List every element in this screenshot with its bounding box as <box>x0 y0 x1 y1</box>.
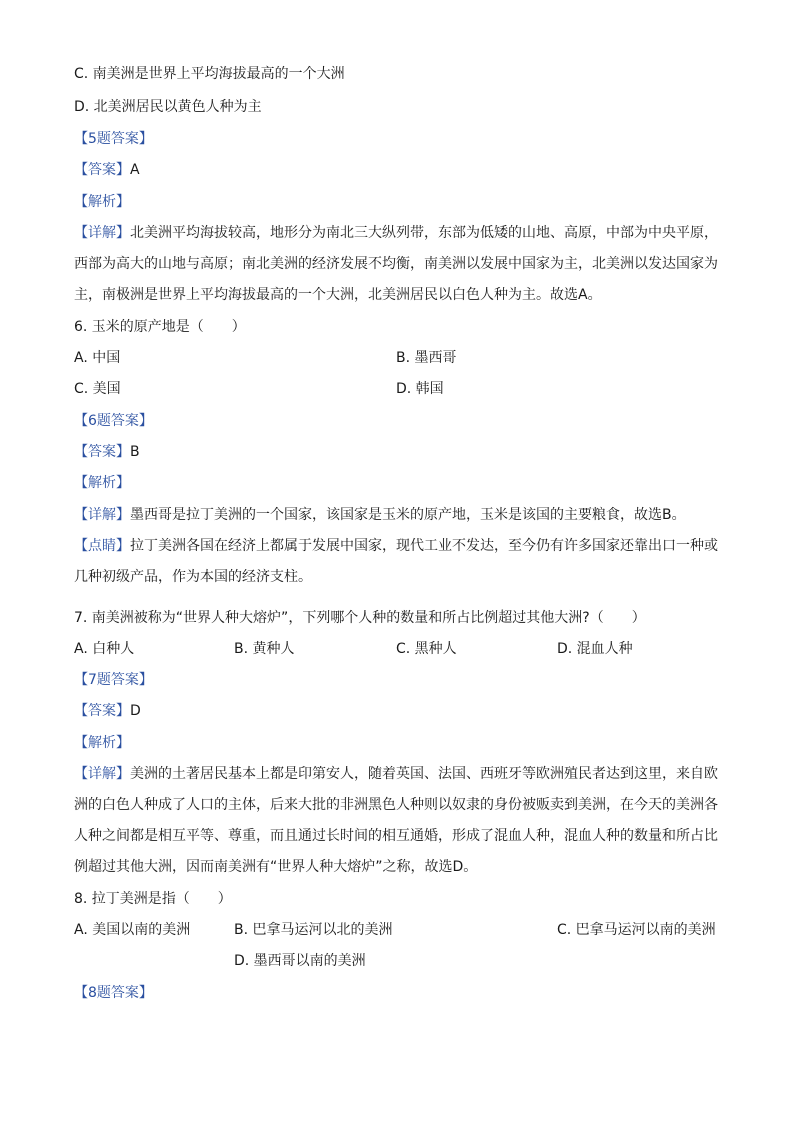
q5-answer-value: A <box>130 162 140 178</box>
detail-tag: 【详解】 <box>74 225 130 241</box>
q6-answer-line <box>74 442 140 462</box>
q5-detail-line-3: 主，南极洲是世界上平均海拔最高的一个大洲，北美洲居民以白色人种为主。故选A。 <box>74 287 602 303</box>
detail-tag: 【详解】 <box>74 507 130 523</box>
q7-detail-line-2: 洲的白色人种成了人口的主体，后来大批的非洲黑色人种则以奴隶的身份被贩卖到美洲，在今天的美洲各 <box>74 797 718 813</box>
q6-tip-line-1: 【点睛】拉丁美洲各国在经济上都属于发展中国家，现代工业不发达，至今仍有许多国家还靠出口一种或 <box>74 538 718 554</box>
q6-analysis-tag: 【解析】 <box>74 475 130 491</box>
q8-stem: 8. 拉丁美洲是指（ ） <box>74 891 232 907</box>
q5-detail-line-2: 西部为高大的山地与高原；南北美洲的经济发展不均衡，南美洲以发展中国家为主，北美洲以发达国家为 <box>74 256 718 272</box>
answer-tag: 【答案】 <box>74 444 130 460</box>
q7-detail-line-1: 【详解】美洲的土著居民基本上都是印第安人，随着英国、法国、西班牙等欧洲殖民者达到这里，来自欧 <box>74 766 718 782</box>
q8-option-a: A. 美国以南的美洲 <box>74 922 191 938</box>
tip-tag: 【点睛】 <box>74 538 130 554</box>
q5-option-d: D. 北美洲居民以黄色人种为主 <box>74 99 262 115</box>
q7-option-b: B. 黄种人 <box>234 641 295 657</box>
q6-detail: 【详解】墨西哥是拉丁美洲的一个国家，该国家是玉米的原产地，玉米是该国的主要粮食，故选B。 <box>74 507 686 523</box>
q6-answer-value: B <box>130 444 140 460</box>
q6-option-a: A. 中国 <box>74 350 121 366</box>
q6-option-b: B. 墨西哥 <box>396 350 457 366</box>
q7-answer-line <box>74 701 141 721</box>
q8-option-d: D. 墨西哥以南的美洲 <box>234 953 366 969</box>
q7-option-c: C. 黑种人 <box>396 641 457 657</box>
q7-analysis-tag: 【解析】 <box>74 735 130 751</box>
q8-answer-heading: 【8题答案】 <box>74 985 153 1001</box>
q6-option-c: C. 美国 <box>74 381 121 397</box>
detail-tag: 【详解】 <box>74 766 130 782</box>
q7-option-d: D. 混血人种 <box>557 641 633 657</box>
q6-stem: 6. 玉米的原产地是（ ） <box>74 319 246 335</box>
q6-tip-line-2: 几种初级产品，作为本国的经济支柱。 <box>74 569 312 585</box>
answer-tag: 【答案】 <box>74 162 130 178</box>
answer-tag: 【答案】 <box>74 703 130 719</box>
q6-answer-heading: 【6题答案】 <box>74 413 153 429</box>
q8-option-b: B. 巴拿马运河以北的美洲 <box>234 922 393 938</box>
q7-detail-line-4: 例超过其他大洲，因而南美洲有“世界人种大熔炉”之称，故选D。 <box>74 859 478 875</box>
q5-analysis-tag: 【解析】 <box>74 194 130 210</box>
q5-answer-heading: 【5题答案】 <box>74 131 153 147</box>
q6-option-d: D. 韩国 <box>396 381 444 397</box>
q8-option-c: C. 巴拿马运河以南的美洲 <box>557 922 716 938</box>
q5-option-c: C. 南美洲是世界上平均海拔最高的一个大洲 <box>74 66 345 82</box>
q7-answer-value: D <box>130 703 141 719</box>
q7-answer-heading: 【7题答案】 <box>74 672 153 688</box>
q7-option-a: A. 白种人 <box>74 641 135 657</box>
q7-detail-line-3: 人种之间都是相互平等、尊重，而且通过长时间的相互通婚，形成了混血人种，混血人种的数量和所占比 <box>74 828 718 844</box>
q7-stem: 7. 南美洲被称为“世界人种大熔炉”，下列哪个人种的数量和所占比例超过其他大洲?（ ） <box>74 610 646 626</box>
q5-answer-line <box>74 160 140 180</box>
q5-detail-line-1: 【详解】北美洲平均海拔较高，地形分为南北三大纵列带，东部为低矮的山地、高原，中部为中央平原， <box>74 225 718 241</box>
